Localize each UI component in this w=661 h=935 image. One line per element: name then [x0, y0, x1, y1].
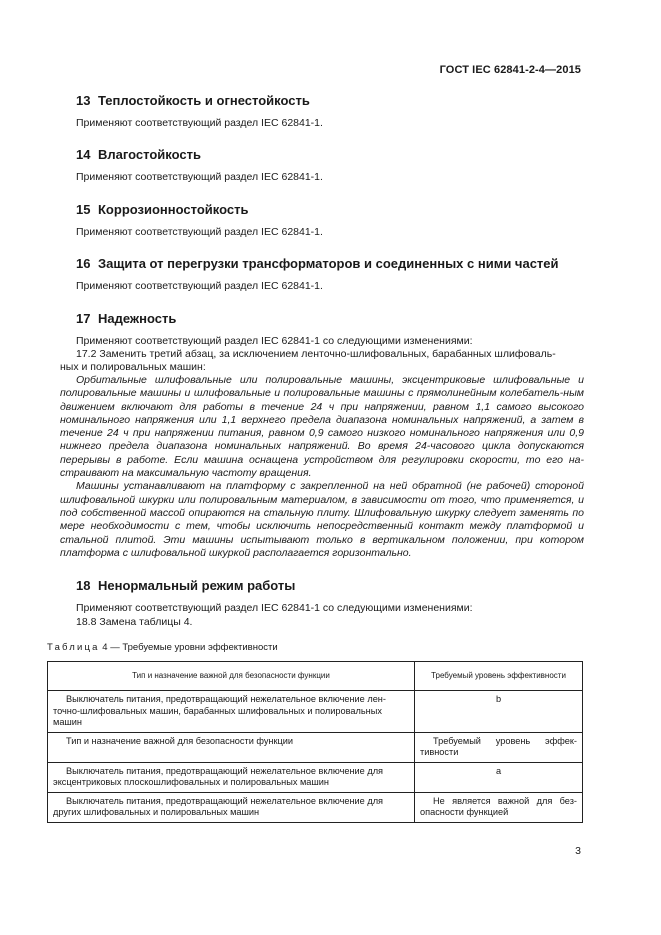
table-caption-prefix: Таблица — [47, 642, 100, 653]
section-number: 16 — [76, 256, 91, 271]
table-row — [48, 762, 583, 792]
section-17-item: 17.2 Заменить третий абзац, за исключением ленточно-шлифовальных, барабанных шлифоваль- — [76, 348, 556, 360]
section-13-heading — [76, 93, 310, 108]
section-17-item-continuation: ных и полировальных машин: — [60, 361, 206, 373]
document-code-header: ГОСТ IEC 62841-2-4—2015 — [439, 64, 581, 76]
section-15-text: Применяют соответствующий раздел IEC 62841-1. — [76, 226, 323, 238]
table-cell: Не является важной для без-опасности функцией — [415, 792, 583, 822]
table-cell: Выключатель питания, предотвращающий нежелательное включение лен-точно-шлифовальных машин, барабанных шлифовальных и полировальных машин — [48, 691, 415, 733]
table-caption — [47, 642, 278, 653]
table-header-row — [48, 662, 583, 691]
page-number: 3 — [575, 845, 581, 857]
table-cell: Выключатель питания, предотвращающий нежелательное включение для эксцентриковых плоскошлифовальных и полировальных машин — [48, 762, 415, 792]
section-number: 18 — [76, 578, 91, 593]
performance-levels-table — [47, 661, 583, 823]
section-16-text: Применяют соответствующий раздел IEC 62841-1. — [76, 280, 323, 292]
table-cell: a — [415, 762, 583, 792]
table-caption-title: 4 — Требуемые уровни эффективности — [102, 642, 278, 653]
table-header-level: Требуемый уровень эффективности — [415, 662, 583, 691]
section-18-text: Применяют соответствующий раздел IEC 62841-1 со следующими изменениями: — [76, 602, 473, 614]
table-cell: Тип и назначение важной для безопасности функции — [48, 732, 415, 762]
section-title: Ненормальный режим работы — [98, 578, 296, 593]
section-14-text: Применяют соответствующий раздел IEC 62841-1. — [76, 171, 323, 183]
section-number: 15 — [76, 202, 91, 217]
section-17-text: Применяют соответствующий раздел IEC 62841-1 со следующими изменениями: — [76, 335, 473, 347]
section-number: 17 — [76, 311, 91, 326]
section-title: Надежность — [98, 311, 177, 326]
section-16-heading — [76, 256, 559, 271]
table-header-function: Тип и назначение важной для безопасности функции — [48, 662, 415, 691]
table-row — [48, 691, 583, 733]
italic-paragraph-2: Машины устанавливают на платформу с закрепленной на ней обратной (не рабочей) стороной шлифовальной шкурки или полировальным материалом, в зависимости от того, что применяется, и под собственной массой опираются на стальную плиту. Шлифовальную шкурку следует заменять по мере необходимости с тем, чтобы исключить непосредственный контакт между платформой и стальной плитой. Эти машины испытывают только в вертикальном положении, при котором платформа с шлифовальной шкуркой располагается горизонтально. — [60, 480, 584, 559]
table-cell: Выключатель питания, предотвращающий нежелательное включение для других шлифовальных и полировальных машин — [48, 792, 415, 822]
section-title: Влагостойкость — [98, 147, 201, 162]
section-18-item: 18.8 Замена таблицы 4. — [76, 616, 193, 628]
table-cell: b — [415, 691, 583, 733]
section-title: Теплостойкость и огнестойкость — [98, 93, 310, 108]
italic-paragraph-1: Орбитальные шлифовальные или полировальные машины, эксцентриковые шлифовальные и полировальные машины и шлифовальные и полировальные машины с прямолинейным колебатель-ным движением включают для работы в течение 24 ч при напряжении, равном 1,1 самого высокого номинального напряжения или 1,1 верхнего предела диапазона номинальных напряжений, а затем в течение 24 ч при напряжении питания, равном 0,9 самого низкого номинального напряжения или 0,9 нижнего предела диапазона номинальных напряжений. Во время 24-часового цикла допускаются перерывы в работе. Если машина оснащена устройством для регулировки скорости, то его на-страивают на максимальную частоту вращения. — [60, 374, 584, 480]
table-cell: Требуемый уровень эффек-тивности — [415, 732, 583, 762]
section-title: Защита от перегрузки трансформаторов и соединенных с ними частей — [98, 256, 559, 271]
section-13-text: Применяют соответствующий раздел IEC 62841-1. — [76, 117, 323, 129]
section-title: Коррозионностойкость — [98, 202, 249, 217]
section-15-heading — [76, 202, 248, 217]
section-14-heading — [76, 147, 201, 162]
section-number: 13 — [76, 93, 91, 108]
table-row — [48, 732, 583, 762]
section-18-heading — [76, 578, 295, 593]
table-row — [48, 792, 583, 822]
section-17-italic-block — [60, 374, 584, 560]
section-number: 14 — [76, 147, 91, 162]
section-17-heading — [76, 311, 176, 326]
